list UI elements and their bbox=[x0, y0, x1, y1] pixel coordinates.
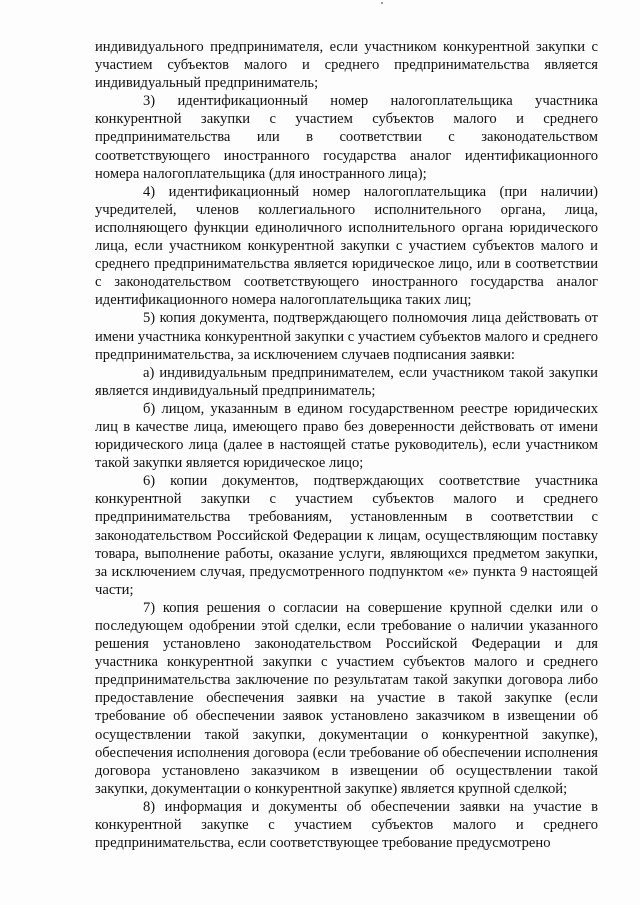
scan-speck bbox=[381, 2, 383, 4]
paragraph-continuation: индивидуального предпринимателя, если участником конкурентной закупки с участием субъектов малого и среднего предпринимательства является индивидуальный предприниматель; bbox=[95, 39, 598, 92]
document-body bbox=[95, 38, 598, 852]
paragraph-item-3: 3) идентификационный номер налогоплательщика участника конкурентной закупки с участием субъектов малого и среднего предпринимательства или в соответствии с законодательством соответствующего иностранного государства аналог идентификационного номера налогоплательщика (для иностранного лица); bbox=[95, 93, 598, 182]
paragraph-item-6: 6) копии документов, подтверждающих соответствие участника конкурентной закупки с участием субъектов малого и среднего предпринимательства требованиям, установленным в соответствии с законодательством Российской Федерации к лицам, осуществляющим поставку товара, выполнение работы, оказание услуги, являющихся предметом закупки, за исключением случая, предусмотренного подпунктом «е» пункта 9 настоящей части; bbox=[95, 473, 598, 598]
paragraph-item-4: 4) идентификационный номер налогоплательщика (при наличии) учредителей, членов коллегиального исполнительного органа, лица, исполняющего функции единоличного исполнительного органа юридического лица, если участником конкурентной закупки с участием субъектов малого и среднего предпринимательства является юридическое лицо, или в соответствии с законодательством соответствующего иностранного государства аналог идентификационного номера налогоплательщика таких лиц; bbox=[95, 183, 598, 309]
paragraph-item-5: 5) копия документа, подтверждающего полномочия лица действовать от имени участника конкурентной закупки с участием субъектов малого и среднего предпринимательства, за исключением случаев подписания заявки: bbox=[95, 310, 598, 363]
paragraph-item-7: 7) копия решения о согласии на совершение крупной сделки или о последующем одобрении этой сделки, если требование о наличии указанного решения установлено законодательством Российской Федерации и для участника конкурентной закупки с участием субъектов малого и среднего предпринимательства заключение по результатам такой закупки договора либо предоставление обеспечения заявки на участие в такой закупке (если требование об обеспечении заявок установлено заказчиком в извещении об осуществлении такой закупки, документации о конкурентной закупке), обеспечения исполнения договора (если требование об обеспечении исполнения договора установлено заказчиком в извещении об осуществлении такой закупки, документации о конкурентной закупке) является крупной сделкой; bbox=[95, 599, 598, 797]
paragraph-item-5a: а) индивидуальным предпринимателем, если участником такой закупки является индивидуальный предприниматель; bbox=[95, 364, 598, 399]
paragraph-item-8: 8) информация и документы об обеспечении заявки на участие в конкурентной закупке с участием субъектов малого и среднего предпринимательства, если соответствующее требование предусмотрено bbox=[95, 798, 598, 852]
paragraph-item-5b: б) лицом, указанным в едином государственном реестре юридических лиц в качестве лица, имеющего право без доверенности действовать от имени юридического лица (далее в настоящей статье руководитель), если участником такой закупки является юридическое лицо; bbox=[95, 400, 598, 472]
